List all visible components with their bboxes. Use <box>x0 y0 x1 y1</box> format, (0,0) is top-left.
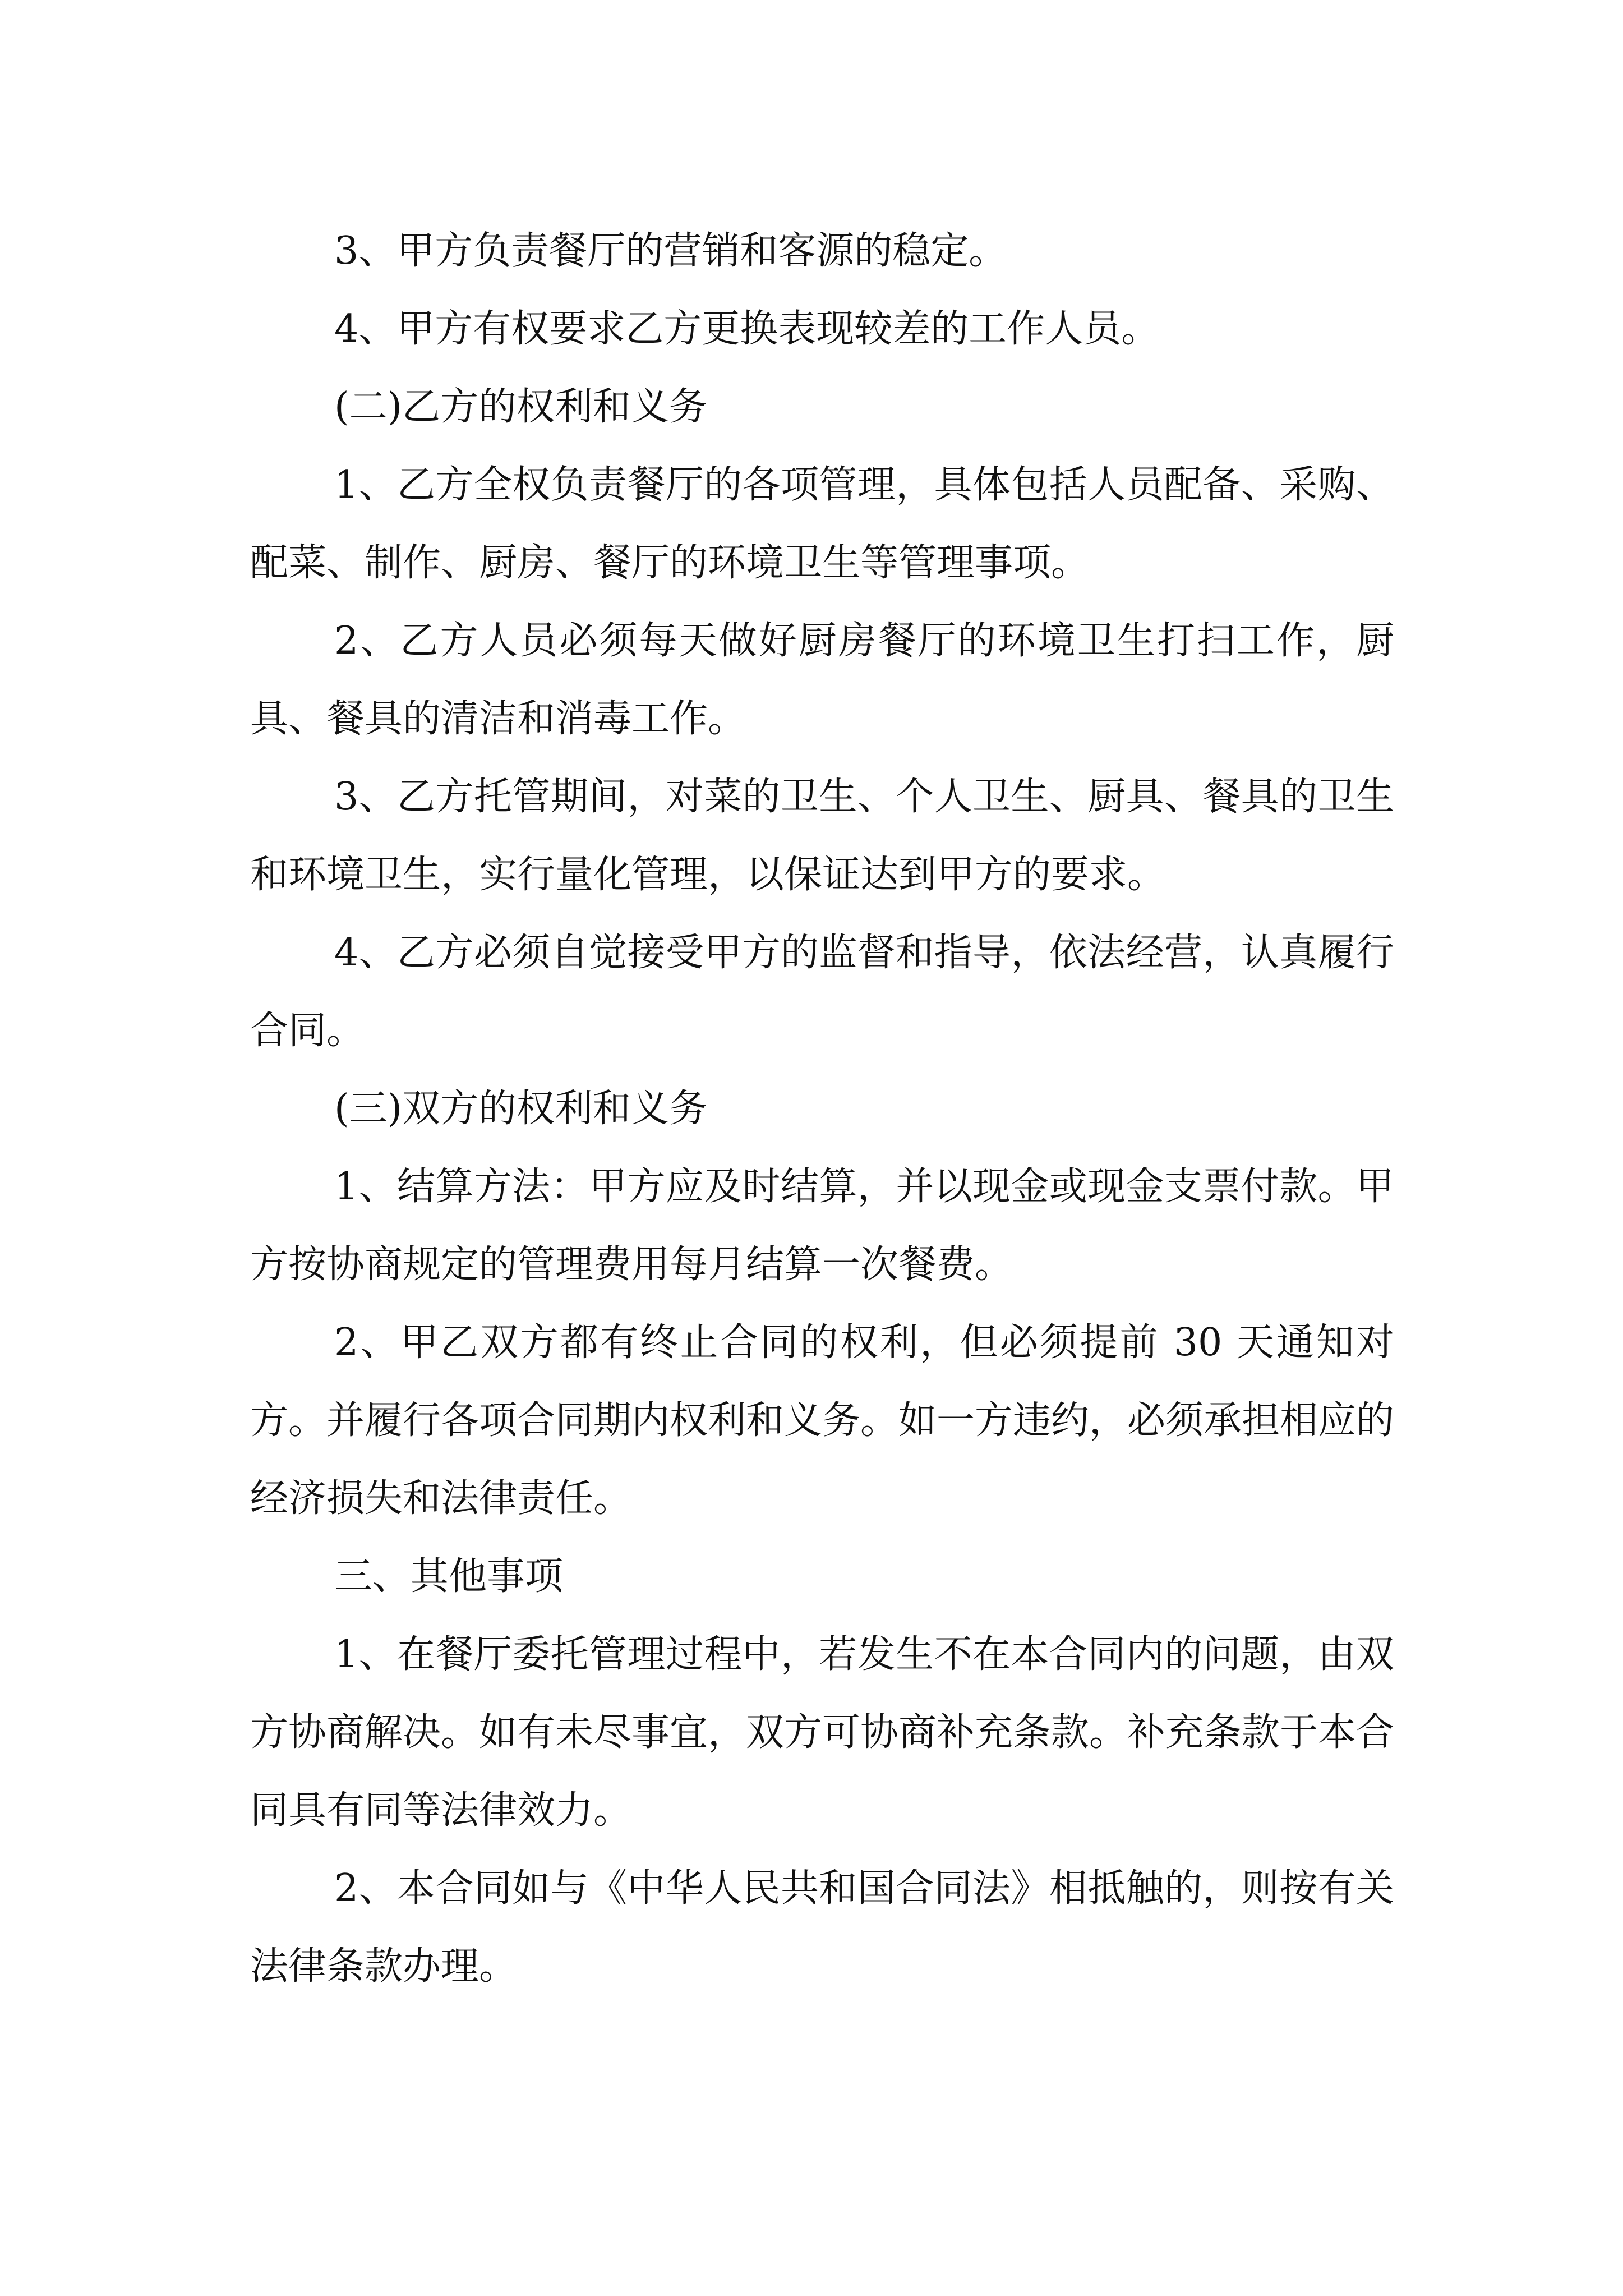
paragraph-party-b-hygiene: 2、乙方人员必须每天做好厨房餐厅的环境卫生打扫工作，厨具、餐具的清洁和消毒工作。 <box>250 619 1394 741</box>
paragraph-party-b-quantified-management: 3、乙方托管期间，对菜的卫生、个人卫生、厨具、餐具的卫生和环境卫生，实行量化管理，以保证达到甲方的要求。 <box>250 775 1394 897</box>
paragraph-termination: 2、甲乙双方都有终止合同的权利，但必须提前 30 天通知对方。并履行各项合同期内权利和义务。如一方违约，必须承担相应的经济损失和法律责任。 <box>250 1320 1395 1521</box>
paragraph-party-b-management: 1、乙方全权负责餐厅的各项管理，具体包括人员配备、采购、配菜、制作、厨房、餐厅的环境卫生等管理事项。 <box>250 463 1394 585</box>
section-heading-other-matters: 三、其他事项 <box>334 1554 564 1599</box>
section-heading-both-parties-rights: (三)双方的权利和义务 <box>334 1087 708 1131</box>
paragraph-party-a-marketing: 3、甲方负责餐厅的营销和客源的稳定。 <box>334 229 1007 273</box>
section-heading-party-b-rights: (二)乙方的权利和义务 <box>334 385 708 429</box>
paragraph-party-b-supervision: 4、乙方必须自觉接受甲方的监督和指导，依法经营，认真履行合同。 <box>250 931 1394 1053</box>
paragraph-contract-law-conflict: 2、本合同如与《中华人民共和国合同法》相抵触的，则按有关法律条款办理。 <box>250 1866 1394 1989</box>
document-body <box>250 212 1394 2005</box>
paragraph-party-a-replace-staff: 4、甲方有权要求乙方更换表现较差的工作人员。 <box>334 307 1160 351</box>
paragraph-unresolved-issues: 1、在餐厅委托管理过程中，若发生不在本合同内的问题，由双方协商解决。如有未尽事宜，双方可协商补充条款。补充条款于本合同具有同等法律效力。 <box>250 1632 1395 1833</box>
paragraph-settlement-method: 1、结算方法：甲方应及时结算，并以现金或现金支票付款。甲方按协商规定的管理费用每月结算一次餐费。 <box>250 1165 1394 1287</box>
